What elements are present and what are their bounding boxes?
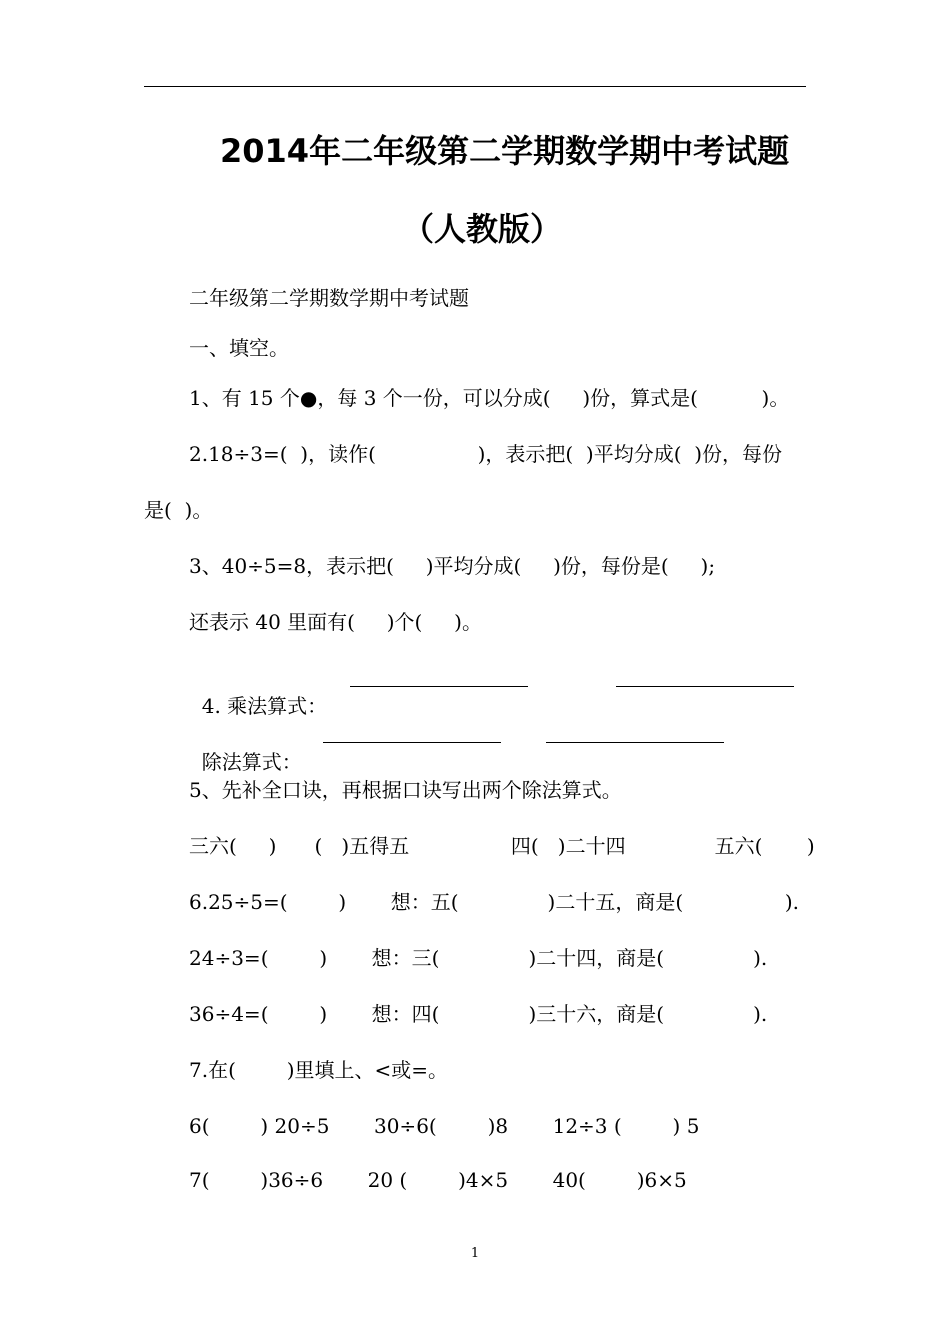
document-title: 2014年二年级第二学期数学期中考试题 (220, 132, 790, 170)
multiplication-label: 4. 乘法算式： (201, 694, 328, 718)
question-group-title: 一、填空。 (189, 336, 289, 360)
question-4-multiplication (189, 664, 327, 720)
answer-blank[interactable] (323, 724, 501, 743)
question-2-continued: 是( )。 (144, 498, 213, 522)
answer-blank[interactable] (616, 668, 794, 687)
question-5-items: 三六( ) ( )五得五 四( )二十四 五六( ) (189, 834, 815, 858)
question-3-continued: 还表示 40 里面有( )个( )。 (189, 610, 482, 634)
page-number: 1 (470, 1246, 480, 1261)
section-heading: 二年级第二学期数学期中考试题 (189, 286, 469, 310)
question-7-row-1: 6( ) 20÷5 30÷6( )8 12÷3 ( ) 5 (189, 1114, 700, 1138)
question-2: 2.18÷3=( )，读作( )，表示把( )平均分成( )份，每份 (189, 442, 783, 466)
question-7: 7.在( )里填上、<或=。 (189, 1058, 449, 1082)
question-7-row-2: 7( )36÷6 20 ( )4×5 40( )6×5 (189, 1168, 687, 1192)
question-3: 3、40÷5=8，表示把( )平均分成( )份，每份是( ); (189, 554, 716, 578)
question-6-row-3: 36÷4=( ) 想：四( )三十六，商是( ). (189, 1002, 768, 1026)
question-6-row-1: 6.25÷5=( ) 想：五( )二十五，商是( ). (189, 890, 800, 914)
question-1: 1、有 15 个●，每 3 个一份，可以分成( )份，算式是( )。 (189, 386, 790, 410)
division-label: 除法算式： (201, 750, 302, 774)
document-subtitle: （人教版） (402, 210, 563, 248)
question-6-row-2: 24÷3=( ) 想：三( )二十四，商是( ). (189, 946, 768, 970)
question-5: 5、先补全口诀，再根据口诀写出两个除法算式。 (189, 778, 622, 802)
question-4-division (189, 720, 302, 776)
answer-blank[interactable] (350, 668, 528, 687)
answer-blank[interactable] (546, 724, 724, 743)
header-rule (144, 86, 806, 87)
